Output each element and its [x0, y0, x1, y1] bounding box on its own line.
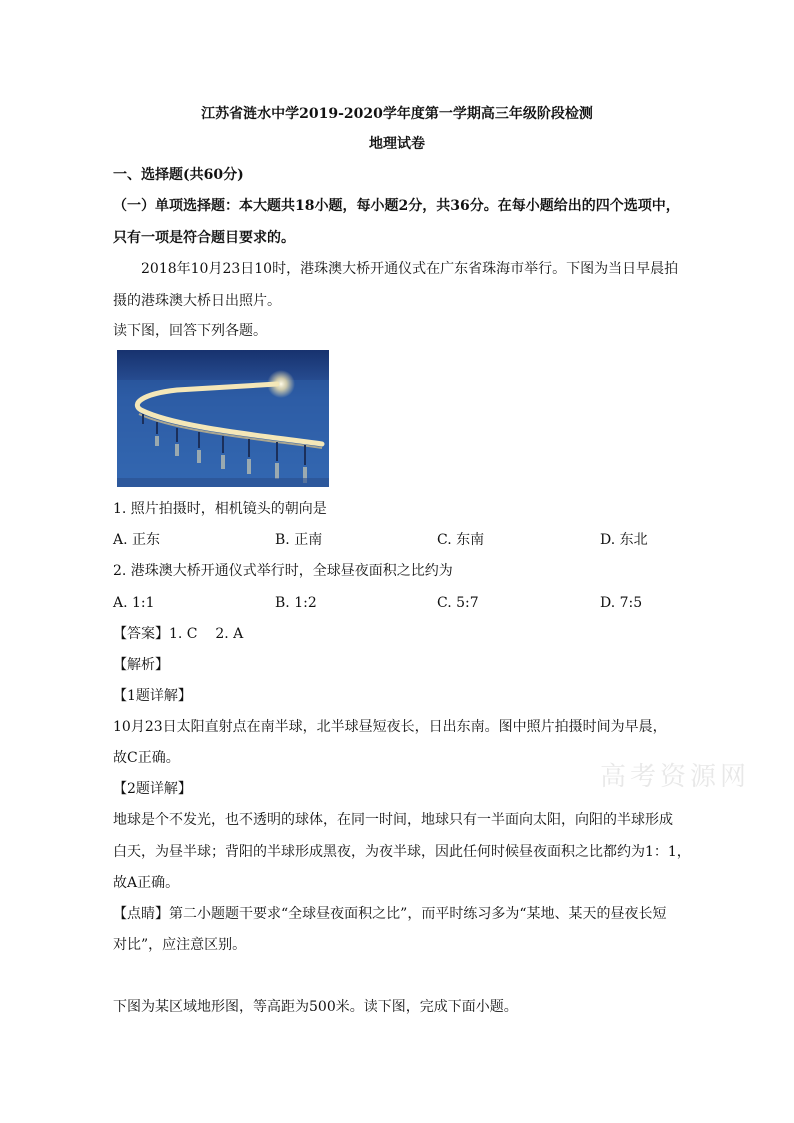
question-1-stem: 1. 照片拍摄时，相机镜头的朝向是	[113, 501, 327, 517]
passage-line-1: 2018年10月23日10时，港珠澳大桥开通仪式在广东省珠海市举行。下图为当日早晨拍	[141, 261, 679, 277]
question-1-option-a: A. 正东	[113, 532, 161, 548]
tip-line-1: 【点睛】第二小题题干要求“全球昼夜面积之比”，而平时练习多为“某地、某天的昼夜长短	[113, 906, 667, 922]
question-2-option-b: B. 1:2	[275, 595, 317, 611]
document-subtitle: 地理试卷	[369, 136, 425, 152]
document-title: 江苏省涟水中学2019-2020学年度第一学期高三年级阶段检测	[201, 106, 593, 122]
answer-line: 【答案】1. C 2. A	[113, 626, 244, 642]
q2-explanation-line-3: 故A正确。	[113, 875, 180, 891]
analysis-label: 【解析】	[113, 657, 169, 673]
bridge-sunrise-photo	[117, 350, 329, 487]
passage-line-2: 摄的港珠澳大桥日出照片。	[113, 293, 281, 309]
next-passage: 下图为某区域地形图，等高距为500米。读下图，完成下面小题。	[113, 999, 518, 1015]
section-heading: 一、选择题(共60分)	[113, 167, 244, 183]
passage-line-3: 读下图，回答下列各题。	[113, 323, 267, 339]
q1-explanation-label: 【1题详解】	[113, 688, 192, 704]
instructions-line-1: （一）单项选择题：本大题共18小题，每小题2分，共36分。在每小题给出的四个选项中，	[113, 198, 680, 214]
q1-explanation-line-1: 10月23日太阳直射点在南半球，北半球昼短夜长，日出东南。图中照片拍摄时间为早晨，	[113, 719, 667, 735]
question-1-option-c: C. 东南	[437, 532, 485, 548]
question-1-option-d: D. 东北	[600, 532, 648, 548]
q2-explanation-line-2: 白天，为昼半球；背阳的半球形成黑夜，为夜半球，因此任何时候昼夜面积之比都约为1：1，	[113, 844, 691, 860]
q2-explanation-label: 【2题详解】	[113, 781, 192, 797]
instructions-line-2: 只有一项是符合题目要求的。	[113, 230, 295, 246]
q2-explanation-line-1: 地球是个不发光，也不透明的球体，在同一时间，地球只有一半面向太阳，向阳的半球形成	[113, 812, 673, 828]
question-2-option-d: D. 7:5	[600, 595, 643, 611]
question-1-option-b: B. 正南	[275, 532, 323, 548]
q1-explanation-line-2: 故C正确。	[113, 750, 180, 766]
question-2-option-c: C. 5:7	[437, 595, 479, 611]
question-2-stem: 2. 港珠澳大桥开通仪式举行时，全球昼夜面积之比约为	[113, 563, 453, 579]
question-2-option-a: A. 1:1	[113, 595, 155, 611]
tip-line-2: 对比”，应注意区别。	[113, 937, 247, 953]
watermark: 高考资源网	[600, 762, 751, 792]
